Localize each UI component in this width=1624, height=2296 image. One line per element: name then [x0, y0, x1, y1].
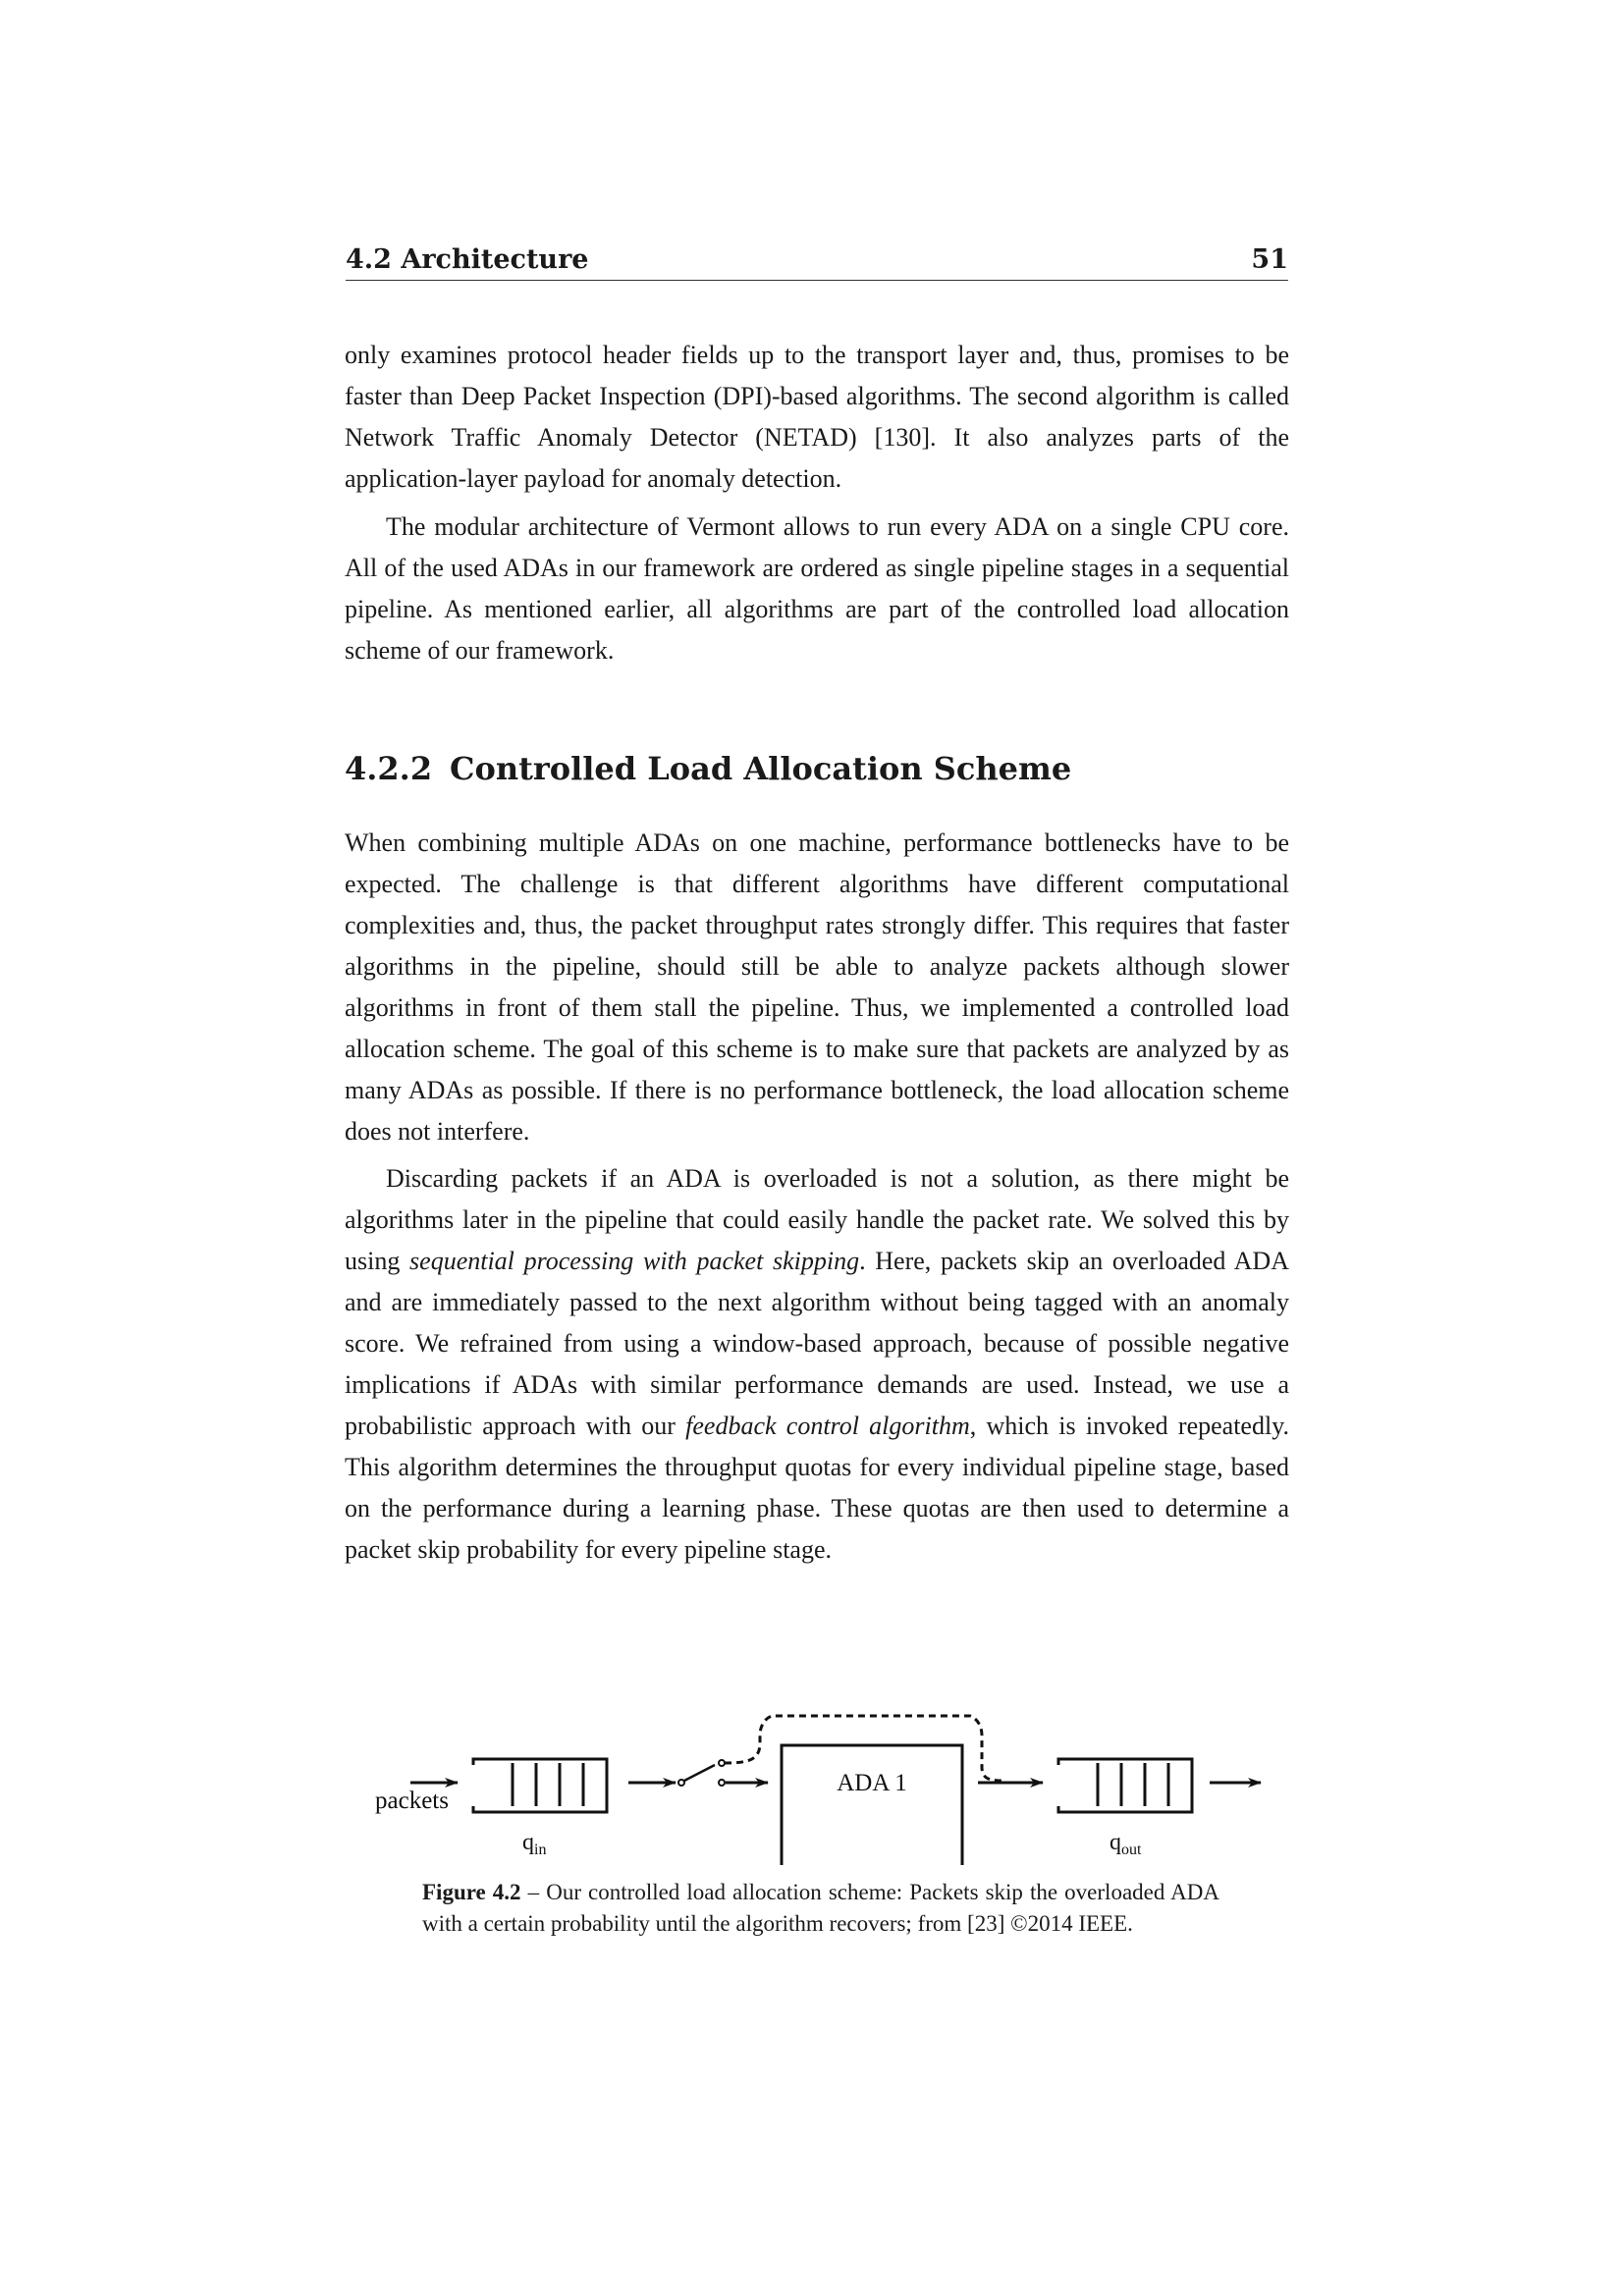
switch-contact [719, 1780, 725, 1786]
figure-caption [422, 1877, 1219, 1940]
paragraph-4-text-b: . Here, packets skip an overloaded ADA and are immediately passed to the next algorithm without being tagged with an anomaly score. We refrained from using a window-based approach, because of possible negative implications if ADAs with similar performance demands are used. Instead, we use a probabilistic approach with our [345, 1247, 1289, 1440]
packets-label: packets [375, 1788, 449, 1814]
paragraph-4-text-c: , which is invoked repeatedly. This algorithm determines the throughput quotas for every individual pipeline stage, based on the performance during a learning phase. These quotas are then used to determine a packet skip probability for every pipeline stage. [345, 1412, 1290, 1564]
queue-out-subscript: out [1121, 1842, 1142, 1858]
ada-box [782, 1745, 962, 1865]
subsection-title: Controlled Load Allocation Scheme [450, 750, 1072, 787]
header-section-title: 4.2 Architecture [346, 244, 589, 275]
paragraph-3: When combining multiple ADAs on one machine, performance bottlenecks have to be expected. The challenge is that different algorithms have different computational complexities and, thus, the packet throughput rates strongly differ. This requires that faster algorithms in the pipeline, should still be able to analyze packets although slower algorithms in front of them stall the pipeline. Thus, we implemented a controlled load allocation scheme. The goal of this scheme is to make sure that packets are analyzed by as many ADAs as possible. If there is no performance bottleneck, the load allocation scheme does not interfere. [345, 828, 1289, 1146]
queue-in-symbol: q [522, 1830, 534, 1855]
switch-lever [684, 1765, 715, 1781]
queue-out-symbol: q [1110, 1830, 1121, 1855]
paragraph-2: The modular architecture of Vermont allows to run every ADA on a single CPU core. All of the used ADAs in our framework are ordered as single pipeline stages in a sequential pipeline. As mentioned earlier, all algorithms are part of the controlled load allocation scheme of our framework. [345, 512, 1289, 665]
queue-in-shape [473, 1759, 607, 1812]
page-number: 51 [1251, 244, 1288, 275]
figure-caption-text: – Our controlled load allocation scheme: Packets skip the overloaded ADA with a certain probability until the algorithm recovers; from [23] ©2014 IEEE. [422, 1880, 1219, 1936]
paragraph-4-text-a: Discarding packets if an ADA is overloaded is not a solution, as there might be algorithms later in the pipeline that could easily handle the packet rate. We solved this by using [345, 1164, 1289, 1275]
queue-out-shape [1058, 1759, 1192, 1812]
paragraph-4-emphasis-1: sequential processing with packet skipping [409, 1247, 860, 1275]
queue-in-label [522, 1830, 546, 1858]
ada-label: ADA 1 [837, 1770, 907, 1796]
queue-in-subscript: in [534, 1842, 547, 1858]
switch-contact [719, 1760, 725, 1766]
subsection-number: 4.2.2 [345, 750, 433, 787]
paragraph-1: only examines protocol header fields up to the transport layer and, thus, promises to be faster than Deep Packet Inspection (DPI)-based algorithms. The second algorithm is called Network Traffic Anomaly Detector (NETAD) [130]. It also analyzes parts of the application-layer payload for anomaly detection. [345, 341, 1289, 493]
load-allocation-diagram [363, 1659, 1276, 1865]
running-header [346, 239, 1288, 281]
paragraph-4 [345, 1158, 1289, 1571]
figure-caption-label: Figure 4.2 [422, 1880, 521, 1904]
queue-out-label [1110, 1830, 1142, 1858]
subsection-heading [345, 750, 1071, 787]
switch-contact [678, 1780, 684, 1786]
paragraph-4-emphasis-2: feedback control algorithm [685, 1412, 970, 1440]
